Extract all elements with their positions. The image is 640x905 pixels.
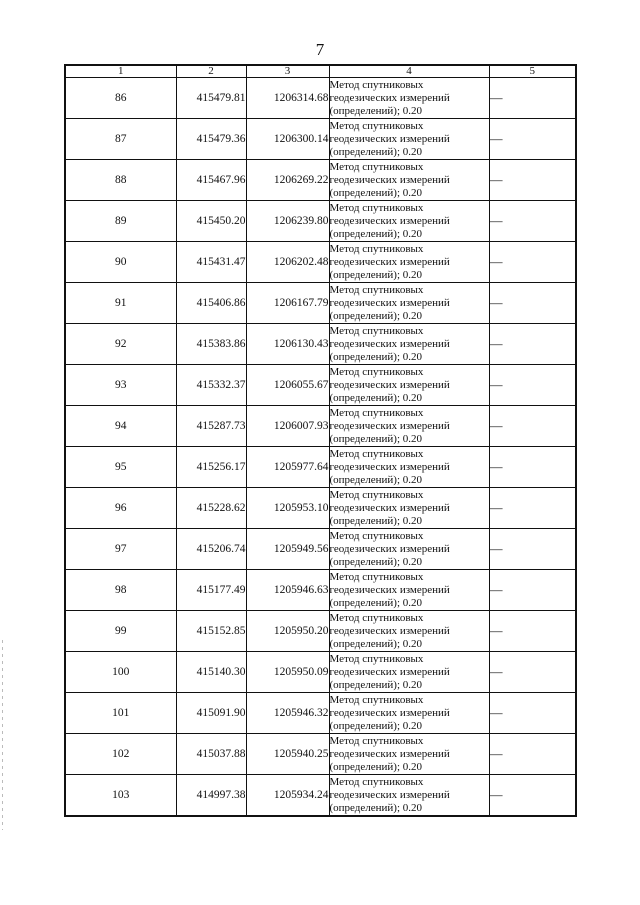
- method-cell: Метод спутниковых геодезических измерений (определений); 0.20: [329, 78, 489, 119]
- note-cell: —: [489, 447, 576, 488]
- x-coordinate-cell: 414997.38: [176, 775, 246, 817]
- point-number-cell: 90: [65, 242, 176, 283]
- method-cell: Метод спутниковых геодезических измерений (определений); 0.20: [329, 693, 489, 734]
- y-coordinate-cell: 1205946.32: [246, 693, 329, 734]
- y-coordinate-cell: 1206269.22: [246, 160, 329, 201]
- table-row: [65, 611, 576, 652]
- table-row: [65, 693, 576, 734]
- y-coordinate-cell: 1206202.48: [246, 242, 329, 283]
- note-cell: —: [489, 242, 576, 283]
- column-header-5: 5: [489, 65, 576, 78]
- note-cell: —: [489, 365, 576, 406]
- point-number-cell: 92: [65, 324, 176, 365]
- point-number-cell: 102: [65, 734, 176, 775]
- point-number-cell: 100: [65, 652, 176, 693]
- point-number-cell: 89: [65, 201, 176, 242]
- y-coordinate-cell: 1205950.20: [246, 611, 329, 652]
- method-cell: Метод спутниковых геодезических измерений (определений); 0.20: [329, 365, 489, 406]
- x-coordinate-cell: 415140.30: [176, 652, 246, 693]
- x-coordinate-cell: 415332.37: [176, 365, 246, 406]
- method-cell: Метод спутниковых геодезических измерений (определений); 0.20: [329, 488, 489, 529]
- table-row: [65, 119, 576, 160]
- method-cell: Метод спутниковых геодезических измерений (определений); 0.20: [329, 529, 489, 570]
- table-row: [65, 365, 576, 406]
- table-row: [65, 324, 576, 365]
- table-row: [65, 78, 576, 119]
- table-row: [65, 242, 576, 283]
- y-coordinate-cell: 1205946.63: [246, 570, 329, 611]
- x-coordinate-cell: 415037.88: [176, 734, 246, 775]
- note-cell: —: [489, 693, 576, 734]
- point-number-cell: 99: [65, 611, 176, 652]
- x-coordinate-cell: 415152.85: [176, 611, 246, 652]
- y-coordinate-cell: 1205940.25: [246, 734, 329, 775]
- y-coordinate-cell: 1205949.56: [246, 529, 329, 570]
- scan-edge-mark: [2, 640, 3, 830]
- note-cell: —: [489, 160, 576, 201]
- table-row: [65, 529, 576, 570]
- table-row: [65, 283, 576, 324]
- point-number-cell: 103: [65, 775, 176, 817]
- point-number-cell: 97: [65, 529, 176, 570]
- column-header-2: 2: [176, 65, 246, 78]
- y-coordinate-cell: 1206167.79: [246, 283, 329, 324]
- method-cell: Метод спутниковых геодезических измерений (определений); 0.20: [329, 242, 489, 283]
- y-coordinate-cell: 1205953.10: [246, 488, 329, 529]
- method-cell: Метод спутниковых геодезических измерений (определений); 0.20: [329, 775, 489, 817]
- table-row: [65, 734, 576, 775]
- method-cell: Метод спутниковых геодезических измерений (определений); 0.20: [329, 201, 489, 242]
- point-number-cell: 88: [65, 160, 176, 201]
- note-cell: —: [489, 119, 576, 160]
- table-body: [65, 78, 576, 817]
- point-number-cell: 94: [65, 406, 176, 447]
- y-coordinate-cell: 1206314.68: [246, 78, 329, 119]
- y-coordinate-cell: 1205934.24: [246, 775, 329, 817]
- note-cell: —: [489, 283, 576, 324]
- x-coordinate-cell: 415228.62: [176, 488, 246, 529]
- table-row: [65, 447, 576, 488]
- y-coordinate-cell: 1205950.09: [246, 652, 329, 693]
- y-coordinate-cell: 1206007.93: [246, 406, 329, 447]
- table-row: [65, 406, 576, 447]
- note-cell: —: [489, 488, 576, 529]
- point-number-cell: 101: [65, 693, 176, 734]
- note-cell: —: [489, 201, 576, 242]
- x-coordinate-cell: 415450.20: [176, 201, 246, 242]
- method-cell: Метод спутниковых геодезических измерений (определений); 0.20: [329, 324, 489, 365]
- point-number-cell: 87: [65, 119, 176, 160]
- method-cell: Метод спутниковых геодезических измерений (определений); 0.20: [329, 611, 489, 652]
- x-coordinate-cell: 415479.81: [176, 78, 246, 119]
- table-row: [65, 488, 576, 529]
- coordinates-table: [64, 64, 577, 817]
- point-number-cell: 98: [65, 570, 176, 611]
- table-header: [65, 65, 576, 78]
- x-coordinate-cell: 415406.86: [176, 283, 246, 324]
- point-number-cell: 91: [65, 283, 176, 324]
- x-coordinate-cell: 415091.90: [176, 693, 246, 734]
- table-row: [65, 160, 576, 201]
- method-cell: Метод спутниковых геодезических измерений (определений); 0.20: [329, 447, 489, 488]
- note-cell: —: [489, 611, 576, 652]
- table-row: [65, 775, 576, 817]
- column-header-4: 4: [329, 65, 489, 78]
- x-coordinate-cell: 415256.17: [176, 447, 246, 488]
- note-cell: —: [489, 529, 576, 570]
- method-cell: Метод спутниковых геодезических измерений (определений); 0.20: [329, 406, 489, 447]
- method-cell: Метод спутниковых геодезических измерений (определений); 0.20: [329, 119, 489, 160]
- method-cell: Метод спутниковых геодезических измерений (определений); 0.20: [329, 652, 489, 693]
- note-cell: —: [489, 775, 576, 817]
- column-header-1: 1: [65, 65, 176, 78]
- note-cell: —: [489, 406, 576, 447]
- header-row: [65, 65, 576, 78]
- x-coordinate-cell: 415431.47: [176, 242, 246, 283]
- point-number-cell: 95: [65, 447, 176, 488]
- table-row: [65, 652, 576, 693]
- note-cell: —: [489, 734, 576, 775]
- point-number-cell: 93: [65, 365, 176, 406]
- x-coordinate-cell: 415383.86: [176, 324, 246, 365]
- column-header-3: 3: [246, 65, 329, 78]
- y-coordinate-cell: 1206239.80: [246, 201, 329, 242]
- x-coordinate-cell: 415467.96: [176, 160, 246, 201]
- x-coordinate-cell: 415479.36: [176, 119, 246, 160]
- y-coordinate-cell: 1206055.67: [246, 365, 329, 406]
- point-number-cell: 86: [65, 78, 176, 119]
- table-row: [65, 201, 576, 242]
- y-coordinate-cell: 1205977.64: [246, 447, 329, 488]
- y-coordinate-cell: 1206130.43: [246, 324, 329, 365]
- note-cell: —: [489, 324, 576, 365]
- note-cell: —: [489, 78, 576, 119]
- note-cell: —: [489, 570, 576, 611]
- page-number: 7: [315, 40, 325, 59]
- table-row: [65, 570, 576, 611]
- note-cell: —: [489, 652, 576, 693]
- x-coordinate-cell: 415287.73: [176, 406, 246, 447]
- x-coordinate-cell: 415177.49: [176, 570, 246, 611]
- method-cell: Метод спутниковых геодезических измерений (определений); 0.20: [329, 734, 489, 775]
- x-coordinate-cell: 415206.74: [176, 529, 246, 570]
- y-coordinate-cell: 1206300.14: [246, 119, 329, 160]
- method-cell: Метод спутниковых геодезических измерений (определений); 0.20: [329, 570, 489, 611]
- method-cell: Метод спутниковых геодезических измерений (определений); 0.20: [329, 160, 489, 201]
- method-cell: Метод спутниковых геодезических измерений (определений); 0.20: [329, 283, 489, 324]
- point-number-cell: 96: [65, 488, 176, 529]
